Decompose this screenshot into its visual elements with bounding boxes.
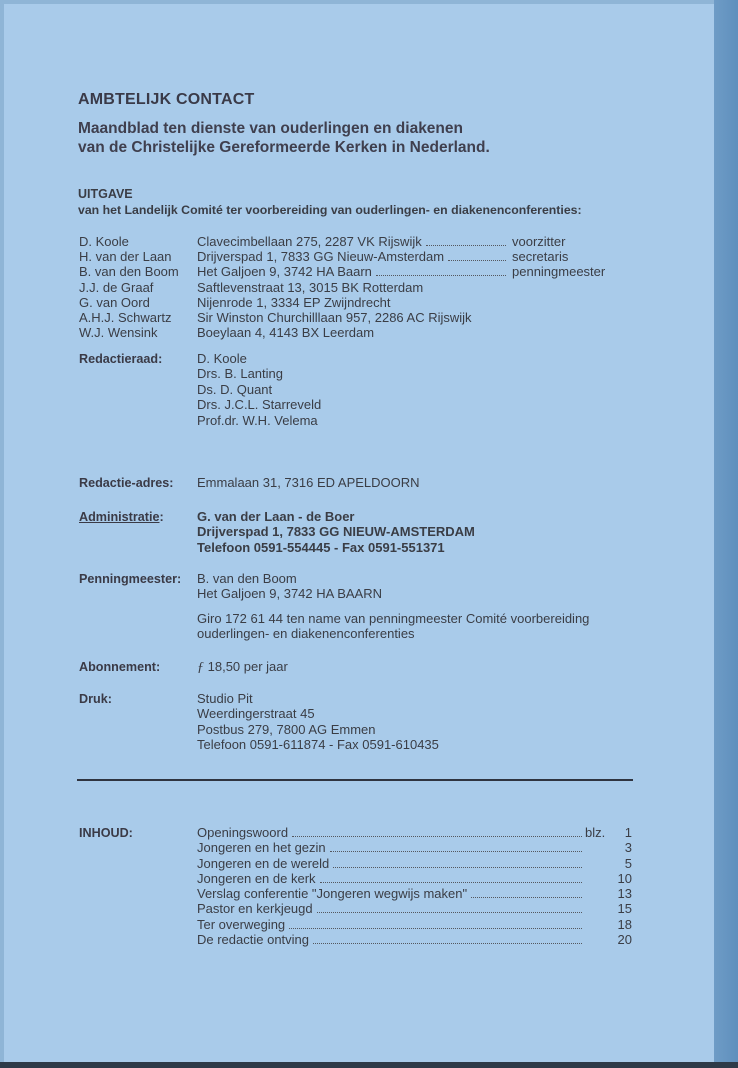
toc-item[interactable] bbox=[197, 856, 632, 871]
redactieraad-member: Ds. D. Quant bbox=[197, 381, 273, 397]
dot-leader bbox=[426, 244, 506, 246]
page-edge bbox=[714, 0, 738, 1068]
committee-name: H. van der Laan bbox=[79, 249, 172, 265]
penningmeester-line: B. van den Boom bbox=[197, 571, 297, 586]
committee-address: Sir Winston Churchilllaan 957, 2286 AC Rijswijk bbox=[197, 309, 472, 325]
toc-page: 18 bbox=[617, 916, 632, 932]
dot-leader bbox=[320, 881, 582, 883]
giro-line: ouderlingen- en diakenenconferenties bbox=[197, 626, 415, 642]
inhoud-label: INHOUD: bbox=[79, 826, 133, 840]
committee-names bbox=[79, 234, 179, 340]
committee-name: W.J. Wensink bbox=[79, 325, 158, 341]
committee-address-row bbox=[197, 234, 509, 249]
toc-title: Jongeren en de wereld bbox=[197, 855, 330, 871]
committee-roles bbox=[512, 234, 605, 280]
toc-page: 20 bbox=[617, 932, 632, 948]
penningmeester-label: Penningmeester: bbox=[79, 572, 182, 586]
redactie-adres-label: Redactie-adres: bbox=[79, 476, 174, 490]
page-bottom-edge bbox=[0, 1062, 738, 1068]
administratie-line: G. van der Laan - de Boer bbox=[197, 509, 355, 524]
magazine-subtitle-line-1: Maandblad ten dienste van ouderlingen en diakenen bbox=[78, 120, 463, 137]
guilder-symbol: ƒ bbox=[197, 660, 204, 675]
committee-address-row bbox=[197, 264, 509, 279]
toc-title: Jongeren en de kerk bbox=[197, 870, 316, 886]
toc-title: Openingswoord bbox=[197, 825, 289, 840]
redactieraad-member: D. Koole bbox=[197, 351, 247, 366]
redactieraad-member: Drs. B. Lanting bbox=[197, 366, 283, 382]
administratie-label-colon: : bbox=[159, 510, 164, 524]
dot-leader bbox=[330, 850, 582, 852]
druk-line: Postbus 279, 7800 AG Emmen bbox=[197, 721, 376, 737]
toc-title: Verslag conferentie "Jongeren wegwijs maken" bbox=[197, 886, 468, 902]
uitgave-description: van het Landelijk Comité ter voorbereiding van ouderlingen- en diakenenconferenties: bbox=[78, 203, 582, 217]
toc-item[interactable] bbox=[197, 917, 632, 932]
committee-address: Het Galjoen 9, 3742 HA Baarn bbox=[197, 264, 372, 280]
section-divider bbox=[77, 779, 633, 781]
toc-item[interactable] bbox=[197, 840, 632, 855]
dot-leader bbox=[448, 259, 506, 261]
abonnement-price: 18,50 per jaar bbox=[207, 659, 288, 674]
toc-page: 1 bbox=[624, 825, 632, 840]
committee-role: voorzitter bbox=[512, 234, 566, 249]
toc-item[interactable] bbox=[197, 825, 632, 840]
toc-page: 13 bbox=[617, 886, 632, 902]
abonnement-value bbox=[197, 659, 288, 676]
committee-name: G. van Oord bbox=[79, 294, 150, 310]
dot-leader bbox=[313, 942, 582, 944]
table-of-contents bbox=[197, 825, 632, 947]
committee-address: Saftlevenstraat 13, 3015 BK Rotterdam bbox=[197, 279, 424, 295]
magazine-title: AMBTELIJK CONTACT bbox=[78, 91, 255, 108]
committee-name: J.J. de Graaf bbox=[79, 279, 154, 295]
redactieraad-member: Drs. J.C.L. Starreveld bbox=[197, 397, 322, 413]
dot-leader bbox=[292, 835, 582, 837]
redactieraad-label: Redactieraad: bbox=[79, 352, 163, 366]
dot-leader bbox=[289, 927, 582, 929]
magazine-subtitle-line-2: van de Christelijke Gereformeerde Kerken in Nederland. bbox=[78, 139, 490, 156]
toc-page: 3 bbox=[624, 840, 632, 856]
toc-title: De redactie ontving bbox=[197, 932, 310, 948]
dot-leader bbox=[333, 866, 582, 868]
committee-address: Nijenrode 1, 3334 EP Zwijndrecht bbox=[197, 294, 391, 310]
administratie-label-text: Administratie bbox=[79, 510, 160, 524]
blz-label: blz. bbox=[585, 825, 606, 840]
administratie-lines bbox=[197, 509, 475, 555]
committee-address: Drijverspad 1, 7833 GG Nieuw-Amsterdam bbox=[197, 249, 445, 265]
committee-address-row bbox=[197, 249, 509, 264]
toc-title: Jongeren en het gezin bbox=[197, 840, 326, 856]
committee-name: B. van den Boom bbox=[79, 264, 179, 280]
redactie-adres-value: Emmalaan 31, 7316 ED APELDOORN bbox=[197, 475, 420, 490]
giro-line: Giro 172 61 44 ten name van penningmeester Comité voorbereiding bbox=[197, 611, 590, 626]
toc-page: 15 bbox=[617, 901, 632, 917]
committee-role: penningmeester bbox=[512, 264, 606, 280]
committee-name: D. Koole bbox=[79, 234, 129, 249]
toc-title: Ter overweging bbox=[197, 916, 286, 932]
toc-title: Pastor en kerkjeugd bbox=[197, 901, 313, 917]
redactieraad-member: Prof.dr. W.H. Velema bbox=[197, 412, 318, 428]
druk-lines bbox=[197, 691, 439, 753]
toc-page: 5 bbox=[624, 855, 632, 871]
penningmeester-lines bbox=[197, 571, 382, 602]
redactieraad-members bbox=[197, 351, 321, 428]
penningmeester-line: Het Galjoen 9, 3742 HA BAARN bbox=[197, 586, 382, 602]
druk-line: Weerdingerstraat 45 bbox=[197, 706, 315, 722]
dot-leader bbox=[317, 911, 582, 913]
committee-addresses bbox=[197, 234, 509, 340]
giro-text bbox=[197, 611, 589, 642]
toc-page: 10 bbox=[617, 870, 632, 886]
uitgave-label: UITGAVE bbox=[78, 187, 133, 201]
abonnement-label: Abonnement: bbox=[79, 660, 161, 674]
dot-leader bbox=[471, 896, 582, 898]
committee-address: Clavecimbellaan 275, 2287 VK Rijswijk bbox=[197, 234, 422, 249]
druk-label: Druk: bbox=[79, 692, 112, 706]
administratie-line: Drijverspad 1, 7833 GG NIEUW-AMSTERDAM bbox=[197, 524, 475, 540]
toc-item[interactable] bbox=[197, 871, 632, 886]
druk-line: Telefoon 0591-611874 - Fax 0591-610435 bbox=[197, 737, 439, 753]
toc-item[interactable] bbox=[197, 886, 632, 901]
committee-address: Boeylaan 4, 4143 BX Leerdam bbox=[197, 325, 375, 341]
administratie-label bbox=[79, 510, 164, 524]
committee-name: A.H.J. Schwartz bbox=[79, 309, 172, 325]
toc-item[interactable] bbox=[197, 901, 632, 916]
toc-item[interactable] bbox=[197, 932, 632, 947]
administratie-line: Telefoon 0591-554445 - Fax 0591-551371 bbox=[197, 539, 445, 555]
committee-role: secretaris bbox=[512, 249, 569, 265]
dot-leader bbox=[376, 274, 506, 276]
druk-line: Studio Pit bbox=[197, 691, 253, 706]
